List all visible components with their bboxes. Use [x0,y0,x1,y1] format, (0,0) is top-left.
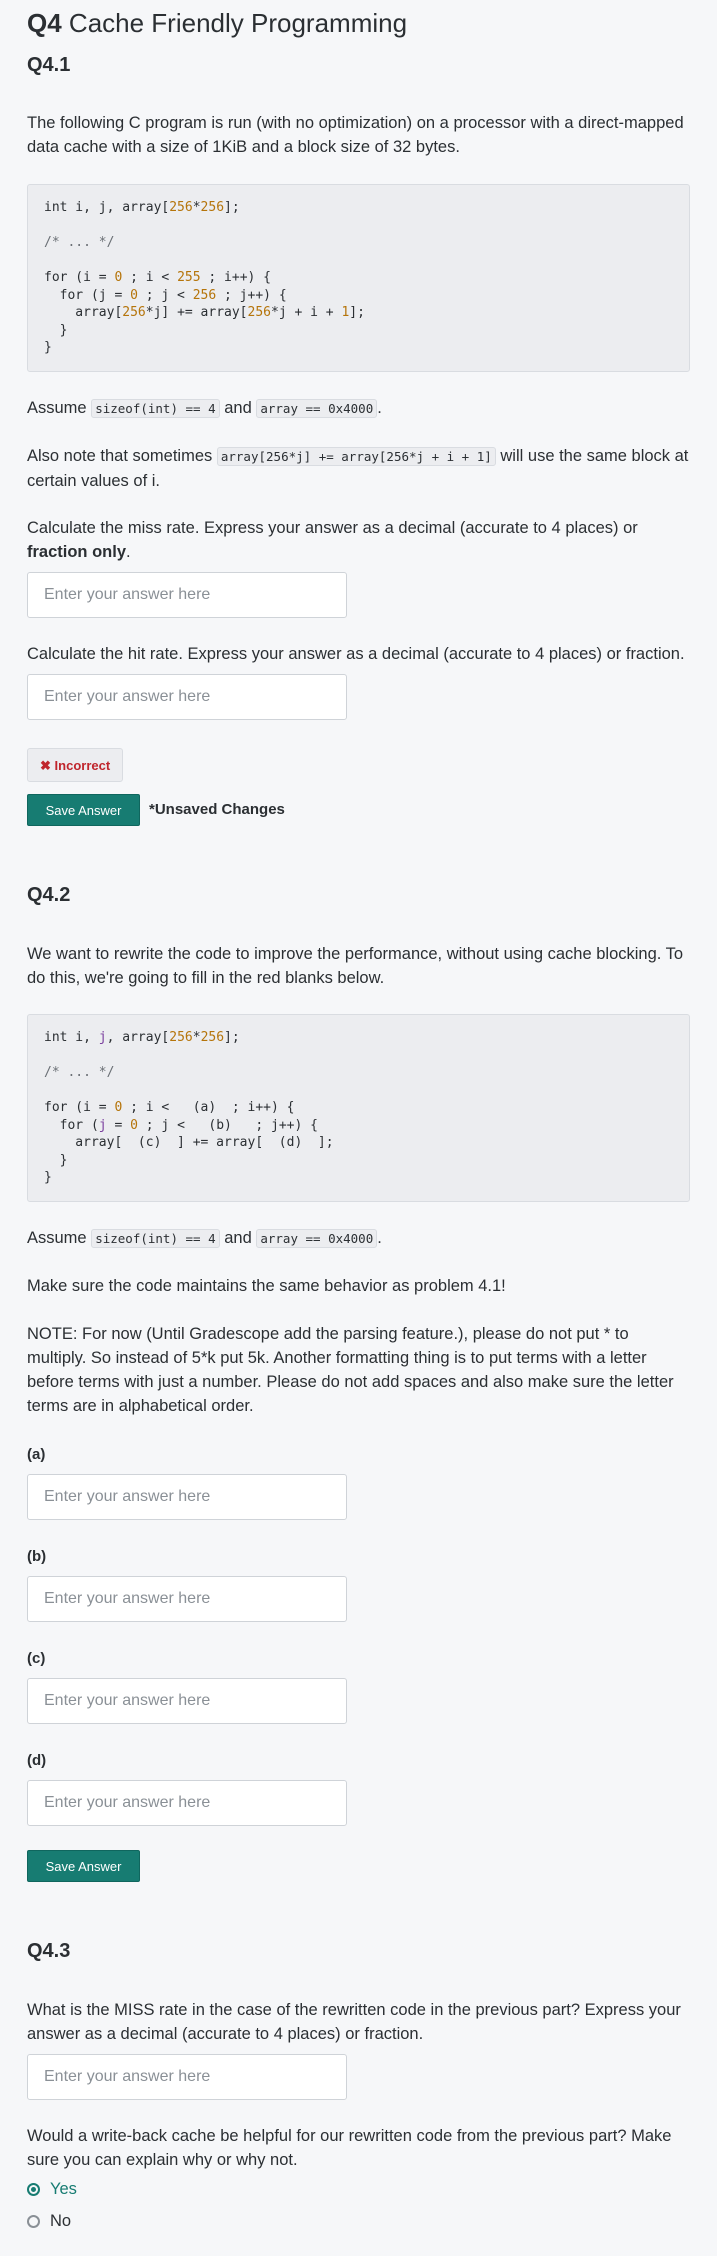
radio-unselected-icon [27,2215,40,2228]
code-line: } [44,1152,68,1168]
q41-heading: Q4.1 [27,54,71,76]
code-line: /* ... */ [44,235,115,250]
part-d-label: (d) [27,1752,47,1769]
code-line [44,217,673,235]
unsaved-changes-label: *Unsaved Changes [149,801,285,818]
code-line: array[ (c) ] += array[ (d) ]; [44,1135,334,1150]
q42-heading: Q4.2 [27,884,71,906]
page-title: Q4 Cache Friendly Programming [27,8,408,38]
save-button[interactable]: Save Answer [27,794,140,826]
code-line: for (j = 0 ; j < (b) ; j++) { [44,1117,318,1133]
code-line [44,1082,673,1100]
part-c-label: (c) [27,1650,46,1667]
q41-code-block [27,184,690,372]
code-line: int i, j, array[256*256]; [44,200,240,215]
part-b-label: (b) [27,1548,47,1565]
code-line: for (i = 0 ; i < (a) ; i++) { [44,1100,295,1115]
radio-selected-icon [27,2183,40,2196]
q41-assume: Assume sizeof(int) == 4 and array == 0x4000 . [27,399,382,417]
code-line: for (i = 0 ; i < 255 ; i++) { [44,270,272,285]
q41-note: Also note that sometimes array[256*j] += array[256*j + i + 1] will use the same block at certain values of i. [27,447,689,490]
q43-writeback-prompt: Would a write-back cache be helpful for our rewritten code from the previous part? Make sure you can explain why or why not. [27,2127,672,2169]
radio-option-no[interactable]: No [27,2212,71,2231]
code-line: } [44,340,52,355]
x-icon: ✖ [40,758,51,773]
miss-rate-input[interactable] [27,572,347,618]
q42-intro: We want to rewrite the code to improve the performance, without using cache blocking. To do this, we're going to fill in the red blanks below. [27,945,684,987]
part-b-input[interactable] [27,1576,347,1622]
code-line: } [44,322,68,338]
hit-rate-input[interactable] [27,674,347,720]
code-line: for (j = 0 ; j < 256 ; j++) { [44,287,287,303]
q42-format-note: NOTE: For now (Until Gradescope add the parsing feature.), please do not put * to multiply. So instead of 5*k put 5k. Another formatting thing is to put terms with a letter before terms with just a number. Please do not add spaces and also make sure the letter terms are in alphabetical order. [27,1325,674,1415]
code-line [44,252,673,270]
code-line [44,1047,673,1065]
status-badge: ✖ Incorrect [27,748,123,782]
part-c-input[interactable] [27,1678,347,1724]
code-line: int i, j, array[256*256]; [44,1030,240,1045]
q43-miss-prompt: What is the MISS rate in the case of the rewritten code in the previous part? Express your answer as a decimal (accurate to 4 places) or fraction. [27,2001,681,2043]
q41-intro: The following C program is run (with no optimization) on a processor with a direct-mapped data cache with a size of 1KiB and a block size of 32 bytes. [27,114,684,156]
part-d-input[interactable] [27,1780,347,1826]
part-a-input[interactable] [27,1474,347,1520]
q42-code-block [27,1014,690,1202]
q42-assume: Assume sizeof(int) == 4 and array == 0x4000 . [27,1229,382,1247]
code-line: } [44,1170,52,1185]
part-a-label: (a) [27,1446,46,1463]
q41-hit-prompt: Calculate the hit rate. Express your answer as a decimal (accurate to 4 places) or fraction. [27,645,685,663]
code-line: /* ... */ [44,1065,115,1080]
q41-miss-prompt: Calculate the miss rate. Express your answer as a decimal (accurate to 4 places) or fraction only. [27,519,638,561]
q42-behavior-note: Make sure the code maintains the same behavior as problem 4.1! [27,1277,506,1295]
q43-heading: Q4.3 [27,1940,71,1962]
q43-miss-rate-input[interactable] [27,2054,347,2100]
radio-option-yes[interactable]: Yes [27,2180,77,2199]
save-button[interactable]: Save Answer [27,1850,140,1882]
code-line: array[256*j] += array[256*j + i + 1]; [44,305,365,320]
